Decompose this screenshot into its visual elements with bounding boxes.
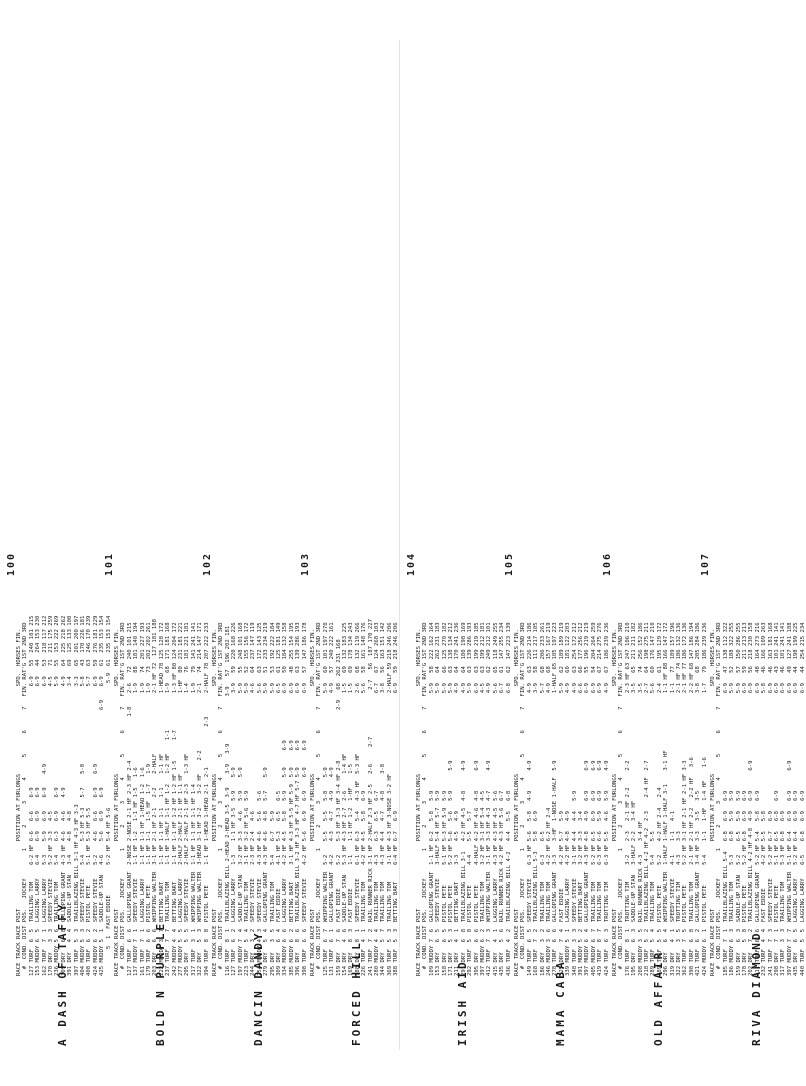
table-header-line: RACE TRACK RACE POST POSITION AT FURLONGS SPD. HORSES FIN. bbox=[710, 629, 716, 976]
table-row: 176 TURF 8 1 TROTTING TIM 3-2 2-3 2-1 HF 2-2 2-2 2-3 HF 63 247 106 210 bbox=[624, 622, 631, 976]
table-header-line: # COND. DIST POS. JOCKEY 1 2 3 4 5 6 7 FIN. RAT'G 1ST 2ND 3RD bbox=[422, 622, 429, 976]
table-row: 254 MUDDY 4 3 SPEEDY STEVIE 4-3 HF 4-6 5-6 5-6 5-6 63 172 143 125 bbox=[256, 622, 263, 976]
table-row: 246 MUDDY 3 6 TRAILING TOM 4-2 HF 6-2 HF 2-4 4-9 68 157 167 219 bbox=[546, 622, 553, 976]
table-row: 317 TURF 3 3 TRAILING TOM 5-3 HF 6-8 6-9 6-9 46 101 241 141 bbox=[780, 622, 787, 976]
race-number: 106 bbox=[602, 551, 613, 576]
table-row: 325 DRY 7 4 FAST EDDIE 4-2 HF 5-7 5-9 5-9 62 189 189 219 bbox=[558, 622, 565, 976]
table-row: 391 DRY 4 4 SADDLE-UP STAN 3-4 4-8 4-8 3-4 69 125 133 100 bbox=[67, 615, 74, 976]
table-row: 158 DRY 6 5 PISTOL PETE 5-1 HF 5-3 HF 5-9 5-9 5-9 66 125 270 182 bbox=[441, 622, 448, 976]
horse-name: DANCIN DANDY bbox=[252, 930, 265, 1046]
horse-name: IRISH AID bbox=[456, 959, 469, 1046]
horse-name: RIVA DIAMOND bbox=[750, 930, 763, 1046]
table-row: 424 MUDDY 6 2 SPEEDY STEVIE 5-2 4-6 6-6 6-9 6-9 6-9 59 276 181 229 bbox=[92, 615, 99, 976]
race-history-table bbox=[310, 619, 400, 976]
table-row: 226 TURF 4 1 TRAILING TOM 4-2 HF 4-5 5-8 6-9 5-6 58 161 148 176 bbox=[361, 622, 368, 976]
table-row: 109 MUDDY 7 6 GALLOPING GRANT 1-1 HF 6-2 5-8 5-9 5-9 58 222 162 164 bbox=[428, 622, 435, 976]
table-row: 339 MUDDY 5 1 LAGGING LARRY 4-2 HF 4-8 4-9 4-9 60 181 122 203 bbox=[565, 622, 572, 976]
table-row: 397 TURF 5 3 TRAILBLAZING BILL 3-1 HF 4-3 HF 3-3 3-3 65 201 200 197 bbox=[73, 615, 80, 976]
table-header-line: # COND. DIST POS. JOCKEY 1 2 3 4 5 6 7 FIN. RAT'G 1ST 2ND 3RD bbox=[520, 622, 527, 976]
table-row: 237 TURF 7 7 TRAILING TOM 1-1 HF 1-HALF 1-1 HF 1-2 1-2 HF 1-1 1-9 68 171 181 168 bbox=[165, 622, 172, 976]
table-row: 278 TURF 6 6 GALLOPING GRANT 3-3 3-HF 1-NOSE 1-HALF 5-9 1-HALF 65 105 197 223 bbox=[552, 622, 559, 976]
table-row: 396 DRY 8 6 TRAILBLAZING BILL 3-2 HF 3-3 HF 4-7 HF 5-7 5-9 6-9 6-9 63 139 286 193 bbox=[295, 622, 302, 976]
table-row: 159 DRY 7 6 FAST EDDIE 5-2 5-3 HF 3-3 HF 3-4 HF 2-8 2-9 68 262 231 168 bbox=[335, 639, 342, 976]
table-row: 405 MUDDY 6 7 TRAILING TOM 5-2 HF 6-5 6-9 6-9 6-9 6-9 54 204 264 259 bbox=[590, 622, 597, 976]
table-row: 397 MUDDY 6 4 GALLOPING GRANT 4-3 HF 4-8 4-9 6-9 6-9 6-9 55 196 219 219 bbox=[584, 622, 591, 976]
race-number: 105 bbox=[504, 551, 515, 576]
table-row: 188 DRY 8 1 SPEEDY STEVIE 6-1 HF 6-3 5-4 4-3 HF 5-3 HF 2-6 68 132 119 266 bbox=[354, 622, 361, 976]
table-header-line: RACE TRACK RACE POST POSITION AT FURLONGS SPD. HORSES FIN. bbox=[416, 629, 422, 976]
table-row: 435 DRY 6 5 LAGGING LARRY 5-2 HF 6-4 6-9 6-9 6-9 44 198 199 225 bbox=[793, 622, 800, 976]
table-row: 435 DRY 5 6 RAIL RUNNER RICK 4-2 HF 4-3 HF 5-6 6-7 6-7 61 147 255 234 bbox=[499, 622, 506, 976]
horse-block bbox=[6, 36, 112, 1046]
table-row: 391 MUDDY 5 2 BETTING BART 3-2 HF 3-3 3-4 6-6 66 177 256 212 bbox=[578, 622, 585, 976]
table-header-line: # COND. DIST POS. JOCKEY 1 2 3 4 5 6 7 FIN. RAT'G 1ST 2ND 3RD bbox=[618, 622, 625, 976]
table-row: 159 DRY 6 3 SADDLE-UP STAN 5-2 6-5 5-9 5-9 5-9 57 150 286 255 bbox=[735, 622, 742, 976]
race-history-table bbox=[416, 622, 512, 976]
table-row: 197 MUDDY 7 4 SADDLE-UP STAN 3-2 HF 3-3 4-6 5-9 5-9 5-9 55 248 101 168 bbox=[237, 622, 244, 976]
table-row: 322 DRY 3 5 TROTTING TIM 4-3 3-3 2-1 HF 74 186 132 136 bbox=[676, 622, 683, 976]
table-row: 211 TURF 6 6 GALLOPING GRANT 5-2 HF 5-4 5-8 6-9 6-9 48 164 273 216 bbox=[754, 622, 761, 976]
table-row: 203 DRY 6 6 WHIPPING WALTER 3-1 HF 2-1 HF 2-1 2-2 2-HALF 2-1 HF 72 127 181 188 bbox=[152, 619, 159, 976]
race-history-table bbox=[710, 622, 806, 976]
table-row: 179 TURF 6 6 PISTOL PETE 1-1 HF 1-1 1-5 HF 1-7 1-9 1-9 73 202 202 261 bbox=[146, 622, 153, 976]
table-row: 170 DRY 3 3 SPEEDY STEVIE 5-2 HF 3-3 4-5 4-5 71 211 175 259 bbox=[48, 615, 55, 976]
table-row: 149 TURF 6 5 SPEEDY STEVIE 6-3 HF 5-6 5-8 4-9 4-9 4-9 63 226 214 186 bbox=[526, 622, 533, 976]
table-row: 295 DRY 3 5 TRAILING TOM 5-4 6-7 5-9 5-9 53 192 222 184 bbox=[269, 622, 276, 976]
table-row: 309 DRY 6 4 FAST EDDIE 4-1 HF 5-3 6-5 6-5 6-5 61 125 181 149 bbox=[276, 622, 283, 976]
table-row: 242 MUDDY 4 4 BETTING BART 1-1 HF 1-1 HF 1-2 HF 1-2 HF 1-5 1-7 1-3 HF 80 124 204 172 bbox=[171, 622, 178, 976]
table-row: 241 TURF 7 3 SPEEDY STEVIE 5-2 HF 6-7 6-9 6-9 46 163 181 168 bbox=[767, 622, 774, 976]
table-header-line: RACE TRACK RACE POST POSITION AT FURLONGS SPD. HORSES FIN. bbox=[212, 629, 218, 976]
table-row: 218 TURF 5 2 TRAILBLAZING BILL 4-2 HF 4-2 2-3 2-4 HF 2-7 2-7 64 198 275 211 bbox=[644, 622, 651, 976]
table-row: 186 DRY 3 2 TRAILING TOM 6-3 6-5 5-7 68 206 233 261 bbox=[539, 622, 546, 976]
left-page-rotated bbox=[0, 0, 400, 1086]
table-row: 280 MUDDY 4 4 TRAILING TOM 4-3 6-3 6-5 6-7 6-7 67 124 268 103 bbox=[374, 622, 381, 976]
race-history-table bbox=[114, 619, 210, 976]
race-number: 101 bbox=[104, 551, 115, 576]
table-row: 397 MUDDY 6 2 TRAILING TOM 3-2 HF 3-1 HF 5-4 4-5 4-5 63 199 212 181 bbox=[480, 622, 487, 976]
race-number: 103 bbox=[300, 551, 311, 576]
table-row: 292 TURF 5 8 PISTOL PETE 4-4 5-5 5-7 5-9 63 139 286 193 bbox=[467, 622, 474, 976]
horse-block bbox=[700, 36, 806, 1046]
table-row: 408 TURF 6 2 PISTOL PETE 5-1 HF 5-3 HF 5-5 5-7 63 246 170 239 bbox=[86, 615, 93, 976]
table-row: 425 MUDDY 5 1 SADDLE-UP STAN 4-6 5-6 6-9 6-9 6-9 6-9 61 235 153 154 bbox=[99, 615, 106, 976]
table-header-line: RACE TRACK RACE POST POSITION AT FURLONGS SPD. HORSES FIN. bbox=[310, 629, 316, 976]
table-row: 289 TURF 5 5 PISTOL PETE 5-2 4-2 HF 2-4 2-4 2-4 61 195 129 172 bbox=[656, 622, 663, 976]
table-row: 236 MUDDY 5 6 TRAILING TOM 5-4 6-3 6-9 6-9 5-9 55 153 222 269 bbox=[54, 615, 61, 976]
table-row: 419 TURF 8 7 TRAILING TOM 6-3 HF 6-6 5-9 6-9 6-9 6-9 67 214 275 276 bbox=[597, 622, 604, 976]
table-row: 168 TURF 7 2 TRAILBLAZING BILL 5-3 5-8 6-9 3-9 58 111 217 105 bbox=[533, 622, 540, 976]
table-header-line: RACE TRACK RACE POST POSITION AT FURLONGS SPD. HORSES FIN. bbox=[514, 629, 520, 976]
table-header-line: # COND. DIST POS. JOCKEY 1 2 3 4 5 6 7 FIN. RAT'G 1ST 2ND 3RD bbox=[218, 622, 225, 976]
table-row: 388 TURF 5 3 BETTING BART 6-4 HF 6-7 6-9 6-9 59 218 246 206 bbox=[393, 622, 400, 976]
table-row: 169 DRY 8 3 FAST EDDIE 1-1 1-1 HF 1-2 1-HF 1-5 1-5 69 178 134 243 bbox=[348, 622, 355, 976]
table-row: 398 TURF 6 8 TRAILING TOM 2-1 HF 2-1 HF 2-2 2-2 HF 3-6 2-2 HF 68 147 186 194 bbox=[688, 622, 695, 976]
race-history-table bbox=[212, 622, 308, 976]
table-row: 131 TURF 6 1 GALLOPING GRANT 4-2 4-3 4-7 4-9 4-9 4-9 57 240 222 161 bbox=[329, 622, 336, 976]
table-row: 369 TURF 5 3 TRAILING TOM 3-1 HF 4-3 HF 3-NOSE 3-2 HF 2-HALF 59 218 246 206 bbox=[386, 622, 393, 976]
horse-name: A DASH OF TAFFY bbox=[56, 901, 69, 1046]
table-row: 195 DRY 6 3 SADDLE-UP STAN 3-HALF 2-2 3-4 HF 3-5 65 211 211 182 bbox=[631, 622, 638, 976]
table-row: 436 TURF 4 2 TRAILBLAZING BILL 4-2 4-4 5-5 6-8 6-8 62 147 223 139 bbox=[505, 622, 512, 976]
table-header-line: # COND. DIST POS. JOCKEY 1 2 3 4 5 6 7 FIN. RAT'G 1ST 2ND 3RD bbox=[716, 622, 723, 976]
table-row: 125 TURF 6 7 WHIPPING WALTER 5-2 5-5 5-5 5-8 5-9 5-9 60 101 197 270 bbox=[322, 622, 329, 976]
horse-name: MAMA CABA bbox=[554, 959, 567, 1046]
table-header-line: RACE TRACK RACE POST POSITION AT FURLONGS SPD. HORSES FIN. bbox=[16, 629, 22, 976]
race-number: 107 bbox=[700, 551, 711, 576]
table-row: 385 MUDDY 6 2 BETTING BART 3-1 HF 4-3 HF 5-5 HF 5-9 5-9 6-9 6-9 48 255 154 195 bbox=[288, 622, 295, 976]
horse-name: FORCED HILL bbox=[350, 940, 363, 1046]
table-row: 277 MUDDY 5 5 LAGGING LARRY 2-HALF 2-HALF 2-1 HF 1-1 HF 1-HF 80 231 181 221 bbox=[178, 622, 185, 976]
right-page-rotated bbox=[400, 0, 806, 1086]
table-header-line: # COND. DIST POS. JOCKEY 1 2 3 4 5 6 7 FIN. RAT'G 1ST 2ND 3RD bbox=[22, 622, 29, 976]
table-row: 415 DRY 4 1 LAGGING LARRY 4-3 HF 4-3 HF 4-5 5-6 5-6 65 118 249 255 bbox=[492, 622, 499, 976]
table-row: 137 MUDDY 7 1 SPEEDY STEVIE 1-1 HF 1-2 1-1 HF 1-5 1-6 1-9 88 181 140 194 bbox=[133, 622, 140, 976]
table-row: 334 MUDDY 6 6 LAGGING LARRY 4-2 HF 4-5 5-8 5-9 5-9 6-9 6-9 50 184 132 158 bbox=[282, 622, 289, 976]
table-row: 291 DRY 6 8 TRAILBLAZING BILL 3-1 4-2 HF 4-5 4-8 4-9 4-9 64 180 198 169 bbox=[460, 622, 467, 976]
table-row: 398 TURF 6 6 SPEEDY STEVIE 4-2 HF 5-6 6-9 6-9 6-9 6-9 6-9 57 147 186 178 bbox=[301, 622, 308, 976]
table-row: 153 MUDDY 6 5 LAGGING LARRY 6-4 6-9 6-9 6-9 6-9 44 264 153 230 bbox=[35, 615, 42, 976]
table-row: 394 TURF 8 8 PISTOL PETE 1-1 HF 1-HEAD 1-HEAD 2-1 2-1 2-3 2-HALF 78 207 222 233 bbox=[203, 622, 210, 976]
race-history-table bbox=[16, 616, 112, 976]
left-page bbox=[0, 0, 400, 1086]
table-row: 241 TURF 7 2 RAIL RUNNER RICK 3-1 HF 2-HALF 2-3 HF 2-5 2-6 2-7 2-7 56 187 170 227 bbox=[367, 619, 374, 976]
table-row: 395 DRY 6 6 PISTOL PETE 4-HALF 4-2 HF 4-6 4-8 6-9 6-9 63 199 219 185 bbox=[473, 622, 480, 976]
table-row: 344 DRY 5 7 TRAILING TOM 4-3 HF 4-4 4-7 4-8 3-8 3-8 56 163 151 142 bbox=[380, 622, 387, 976]
table-row: 5 1 FAST EDDIE 5-2 HF 5-4 HF 5-6 5-9 61 235 153 154 bbox=[105, 615, 112, 976]
table-row: 298 DRY 7 1 PISTOL PETE 5-1 HF 6-5 6-8 6-9 6-9 43 101 241 141 bbox=[774, 622, 781, 976]
right-page bbox=[400, 0, 806, 1086]
table-row: 279 DRY 5 4 GALLOPING GRANT 4-3 HF 4-6 4-8 5-7 5-9 5-9 51 233 234 219 bbox=[263, 622, 270, 976]
table-row: 127 TURF 6 2 LAGGING LARRY 1-3 1-1 HF 3-5 5-9 5-9 3-9 59 220 168 226 bbox=[231, 622, 238, 976]
race-number: 100 bbox=[6, 551, 17, 576]
table-row: 202 DRY 7 2 TRAILBLAZING BILL 4-2 HF 4-8 4-9 6-9 6-9 6-9 56 218 230 158 bbox=[748, 622, 755, 976]
table-row: 127 TURF 6 5 TRAILING TOM 6-2 HF 6-6 6-6 6-9 6-9 55 240 101 215 bbox=[28, 615, 35, 976]
table-header-line: # COND. DIST POS. JOCKEY 1 2 3 4 5 6 7 FIN. RAT'G 1ST 2ND 3RD bbox=[316, 622, 323, 976]
table-row: 296 DRY 6 4 WHIPPING WALTER 1-HALF 1-HALF 1-HALF 3-1 3-1 HF 1-1 HF 88 166 147 172 bbox=[663, 622, 670, 976]
horse-block bbox=[300, 36, 400, 1046]
race-number: 104 bbox=[406, 551, 417, 576]
table-row: 127 TURF 6 6 GALLOPING GRANT 2-NOSE 2-NOSE 2-1 HF 2-3 HF 2-4 1-8 2-6 72 240 101 215 bbox=[126, 622, 133, 976]
table-row: 178 DRY 5 8 PISTOL PETE 5-2 HF 6-8 6-9 6-9 6-9 59 211 213 213 bbox=[742, 622, 749, 976]
table-row: 289 TURF 5 4 TRAILING TOM 5-4 5-5 5-6 60 176 147 210 bbox=[650, 622, 657, 976]
table-row: 362 TURF 7 5 PISTOL PETE 5-2 HF 3-1 HF 2-1 HF 2-1 HF 3-3 2-1 HF 77 186 172 136 bbox=[682, 622, 689, 976]
table-row: 244 DRY 3 2 SPEEDY STEVIE 2-3 HF 2-4 4-6 4-6 64 237 147 119 bbox=[250, 622, 257, 976]
table-row: 309 DRY 6 8 GALLOPING GRANT 4-3 HF 4-6 4-6 4-9 4-9 64 225 218 262 bbox=[60, 615, 67, 976]
table-row: 424 TURF 6 3 TROTTING TIM 6-3 HF 5-5 4-6 5-9 4-9 4-9 67 186 239 236 bbox=[603, 622, 610, 976]
table-row: 412 TURF 7 3 WHIPPING WALTER 3-1 HF 3-3 HF 4-3 4-7 4-9 4-9 62 249 212 101 bbox=[486, 622, 493, 976]
table-row: 322 DRY 5 3 WHIPPING WALTER 3-HEAD 3-1 HF 3-2 3-2 HF 2-2 2-1 74 214 147 171 bbox=[197, 622, 204, 976]
table-row: 232 TURF 4 4 FAST EDDIE 4-2 HF 5-5 5-8 5-8 46 166 109 263 bbox=[761, 622, 768, 976]
table-row: 116 TURF 8 1 TRAILBLAZING BILL 2-HEAD 2-HEAD 3-5 3-9 3-9 3-9 3-9 57 196 202 181 bbox=[224, 625, 231, 976]
table-row: 317 TURF 3 1 WHIPPING WALTER 1-1 HF 1-1 HF 1-1 HF 1-4 1-9 79 141 241 141 bbox=[190, 622, 197, 976]
table-row: 171 DRY 5 3 PISTOL PETE 5-2 HF 5-6 5-6 5-9 5-9 5-9 63 138 134 212 bbox=[448, 622, 455, 976]
table-row: 161 TURF 7 1 LAGGING LARRY 1-1 HF 1-1 HF 1-HEAD 1-2 1-6 1-9 74 201 227 193 bbox=[139, 622, 146, 976]
table-row: 421 TURF 6 2 GALLOPING GRANT 3-4 HF 3-3 3-5 3-5 3-8 68 205 284 186 bbox=[695, 622, 702, 976]
table-row: 348 TURF 3 3 SPEEDY STEVIE 3-1 HF 4-4 4-4 5-9 4-9 63 254 172 212 bbox=[571, 622, 578, 976]
table-row: 162 TURF 7 1 LAGGING LARRY 5-3 5-9 6-9 6-9 4-9 6-9 53 218 117 212 bbox=[41, 615, 48, 976]
table-header-line: # COND. DIST POS. JOCKEY 1 2 3 4 5 6 7 FIN. RAT'G 1ST 2ND 3RD bbox=[120, 622, 127, 976]
table-row: 153 DRY 6 5 SPEEDY STEVIE 3-HALF 5-4 HF 5-7 5-9 5-9 64 262 231 183 bbox=[435, 622, 442, 976]
table-header-line: RACE TRACK RACE POST POSITION AT FURLONGS SPD. HORSES FIN. bbox=[114, 629, 120, 976]
table-header-line: RACE TRACK RACE POST POSITION AT FURLONGS SPD. HORSES FIN. bbox=[612, 629, 618, 976]
table-row: 397 MUDDY 7 7 WHIPPING WALTER 5-1 HF 6-4 6-9 6-9 6-9 6-9 49 127 241 188 bbox=[786, 622, 793, 976]
horse-name: BOLD N PURPLE bbox=[154, 920, 167, 1046]
table-row: 211 DRY 4 1 BETTING BART 3-3 4-5 4-9 4-9 64 170 241 236 bbox=[454, 622, 461, 976]
table-row: 404 MUDDY 5 3 SPEEDY STEVIE 5-4 5-3 HF 5-3 5-7 5-8 5-8 43 170 226 181 bbox=[80, 615, 87, 976]
race-history-table bbox=[514, 622, 610, 976]
table-row: 319 DRY 4 1 SPEEDY STEVIE 4-1 1-1 4-1 1-1 77 189 157 196 bbox=[669, 622, 676, 976]
table-row: 222 MUDDY 3 7 BETTING BART 1-1 HF 1-1 HF 1-1 1-1 1-1 HF 1-HEAD 78 125 128 172 bbox=[158, 622, 165, 976]
table-row: 186 MUDDY 6 3 TRAILING TOM 5-3 6-8 5-9 5-9 5-9 52 188 322 255 bbox=[729, 622, 736, 976]
horse-name: OLD AFFAIR bbox=[652, 949, 665, 1046]
race-history-table bbox=[612, 622, 708, 976]
race-number: 102 bbox=[202, 551, 213, 576]
table-row: 185 TURF 7 1 TRAILBLAZING BILL 5-4 6-8 6-9 6-9 6-9 47 138 112 322 bbox=[722, 622, 729, 976]
table-row: 424 MUDDY 6 1 PISTOL PETE 5-4 1-1 1-HF 1-4 HF 1-6 1-7 79 186 239 236 bbox=[701, 622, 708, 976]
table-row: 440 TURF 5 5 LAGGING LARRY 6-5 6-8 6-9 6-9 6-9 44 254 215 234 bbox=[799, 622, 806, 976]
table-row: 208 MUDDY 3 5 RAIL RUNNER RICK 4-3 3-4 HF 3-5 74 256 152 186 bbox=[637, 622, 644, 976]
table-row: 154 DRY 4 6 SADDLE-UP STAN 5-3 HF 4-3 HF 2-7 2-6 1-4 HF 1-5 69 132 183 225 bbox=[342, 622, 349, 976]
table-row: 295 DRY 5 5 SPEEDY STEVIE 2-HALF 2-HALF 2-1 HF 2-3 1-3 HF 1-4 76 181 221 181 bbox=[184, 622, 191, 976]
table-row: 223 TURF 5 4 TRAILING TOM 3-1 HF 3-2 HF 5-6 5-9 5-9 52 155 156 172 bbox=[244, 622, 251, 976]
